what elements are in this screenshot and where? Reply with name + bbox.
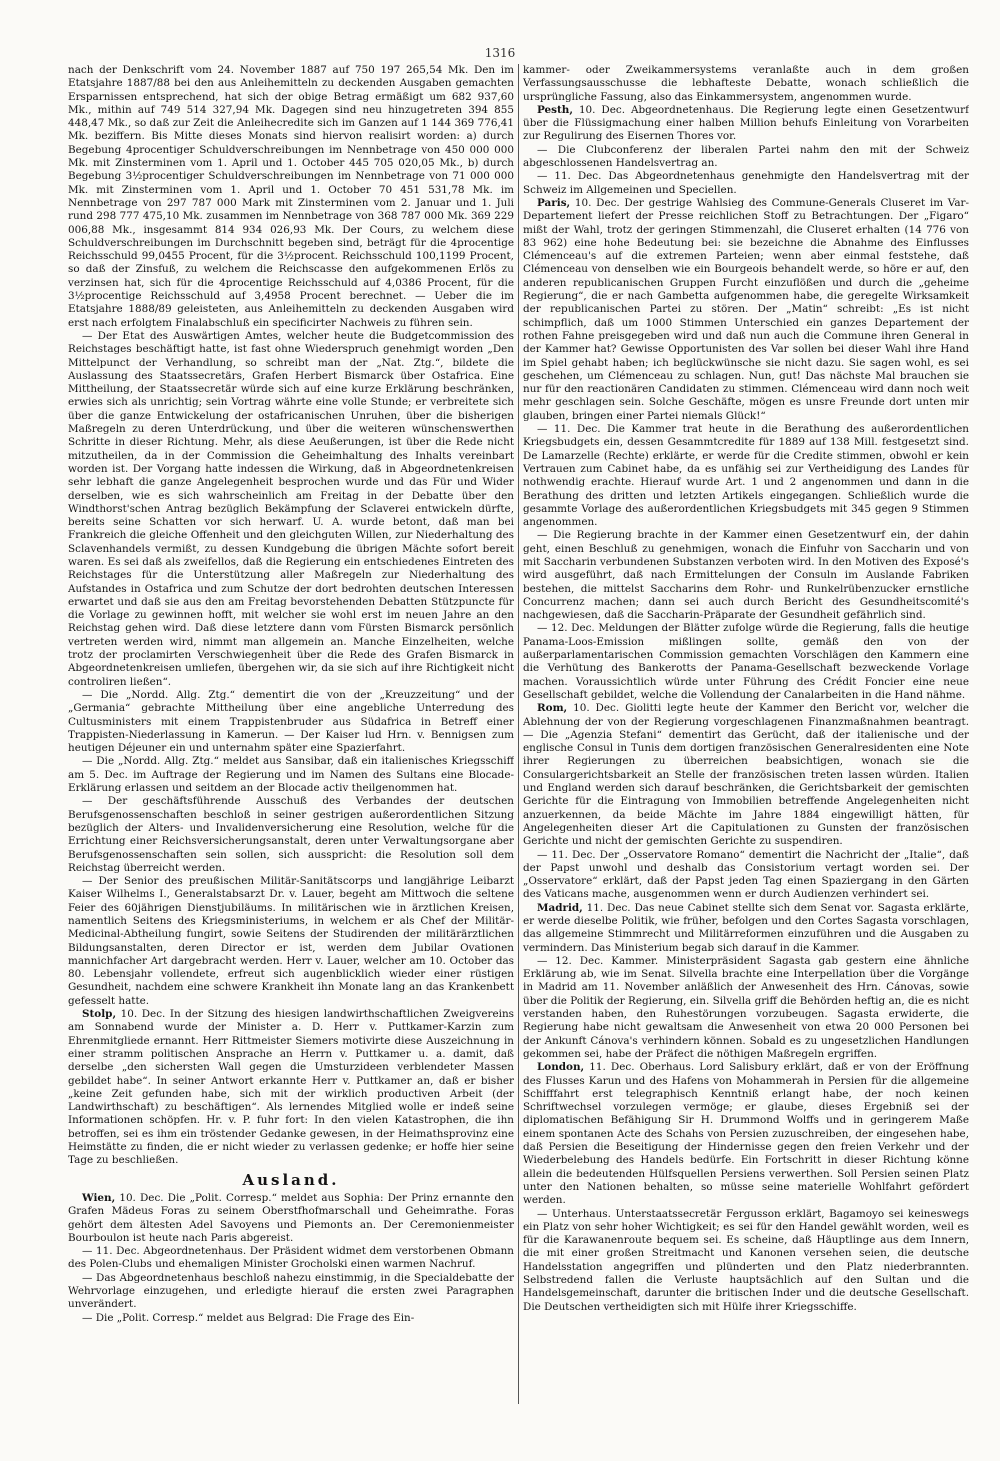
article-paragraph: — Die „Polit. Corresp.“ meldet aus Belgrad: Die Frage des Ein- [82,1311,415,1324]
article-text: 11. Dec. Oberhaus. Lord Salisbury erklärt, daß er von der Eröffnung des Flusses Karun und des Hafens von Mohammerah in Persien für die allgemeine Schifffahrt erst telegraphisch Kenntniß erlangt habe, der noch keinen Schriftwechsel vorzulegen vermöge; er glaube, dieses Ergebniß sei der diplomatischen Befähigung Sir H. Drummond Wolffs und in geringerem Maße einem spontanen Acte des Schahs von Persien zuzuschreiben, der eingesehen habe, daß Persien die Beseitigung der Hindernisse gegen den freien Verkehr und der Wiederbelebung des Handels bedürfe. Ein Fortschritt in dieser Richtung könne allein die bedeutenden Hülfsquellen Persiens verwerthen. Soll Persien seinen Platz unter den Nationen behalten, so müsse seine materielle Wohlfahrt gefördert werden. [523,1061,969,1207]
article-paragraph [68,1192,514,1245]
section-heading: Ausland. [242,1170,340,1189]
article-text: 10. Dec. Abgeordnetenhaus. Die Regierung legte einen Gesetzentwurf über die Flüssigmachung einer halben Million behufs Einleitung von Vorarbeiten zur Regulirung des Eisernen Thores vor. [523,103,969,143]
article-paragraph: — Unterhaus. Unterstaatssecretär Fergusson erklärt, Bagamoyo sei keineswegs ein Platz von sehr hoher Wichtigkeit; es sei für den Handel gewählt worden, weil es für die Karawanenroute bequem sei. Es scheine, daß Häuptlinge aus dem Innern, die mit einer großen Streitmacht und Kanonen versehen seien, die deutsche Handelsstation angegriffen und plünderten und den Platz niederbrannten. Selbstredend fallen die Verluste hauptsächlich auf den Sultan und die Handelsgemeinschaft, darunter die britischen Inder und die deutsche Gesellschaft. Die Deutschen vertheidigten sich mit Hülfe ihrer Kriegsschiffe. [523,1207,969,1313]
article-paragraph: nach der Denkschrift vom 24. November 1887 auf 750 197 265,54 Mk. Den im Etatsjahre 1887/88 bei den aus Anleihemitteln zu deckenden Ausgaben gemachten Ersparnissen entsprechend, hat sich der obige Betrag ermäßigt um 682 937,60 Mk., mithin auf 749 514 327,94 Mk. Dagegen sind neu hinzugetreten 394 855 448,47 Mk., so daß zur Zeit die Anleihecredite sich im Ganzen auf 1 144 369 776,41 Mk. beziffern. Bis Mitte dieses Monats sind hiervon realisirt worden: a) durch Begebung 4procentiger Schuldverschreibungen im Nennbetrage von 450 000 000 Mk. mit Zinsterminen vom 1. April und 1. October 445 705 020,05 Mk., b) durch Begebung 3½procentiger Schuldverschreibungen im Nennbetrage von 71 000 000 Mk. mit Zinsterminen vom 1. April und 1. October 70 451 531,78 Mk. im Nennbetrage von 297 787 000 Mark mit Zinsterminen vom 2. Januar und 1. Juli rund 298 777 475,10 Mk. zusammen im Nennbetrage von 368 787 000 Mk. 369 229 006,88 Mk., insgesammt 814 934 026,93 Mk. Der Cours, zu welchem diese Schuldverschreibungen im Durchschnitt begeben sind, beträgt für die 4procentige Reichsschuld 99,0455 Procent, für die 3½procent. Reichsschuld 100,1199 Procent, so daß der Zinsfuß, zu welchem die Reichscasse den aufgekommenen Erlös zu verzinsen hat, sich für die 4procentige Reichsschuld auf 4,0386 Procent, für die 3½procentige Reichsschuld auf 3,4958 Procent berechnet. — Ueber die im Etatsjahre 1888/89 geleisteten, aus Anleihemitteln zu deckenden Ausgaben wird erst nach erfolgtem Finalabschluß ein specificirter Nachweis zu führen sein. [68,64,514,329]
dateline: Paris, [537,196,571,209]
dateline: Wien, [82,1191,116,1204]
article-paragraph: — Die „Nordd. Allg. Ztg.“ dementirt die von der „Kreuzzeitung“ und der „Germania“ gebrachte Mittheilung über eine angebliche Unterredung des Cultusministers mit einem Trappistenbruder aus Südafrica in Betreff einer Trappisten-Niederlassung in Kamerun. — Der Kaiser lud Hrn. v. Bennigsen zum heutigen Déjeuner ein und unternahm später eine Spazierfahrt. [68,688,514,755]
right-column [523,64,969,1404]
article-paragraph [523,1061,969,1207]
article-paragraph [68,1008,514,1168]
article-paragraph: — Die Regierung brachte in der Kammer einen Gesetzentwurf ein, der dahin geht, einen Beschluß zu genehmigen, wonach die Einfuhr von Saccharin und von mit Saccharin verbundenen Substanzen verboten wird. In den Motiven des Exposé's wird ausgeführt, daß nach Ermittelungen der Consuln im Auslande Fabriken bestehen, die mittelst Saccharins dem Rohr- und Runkelrübenzucker ernstliche Concurrenz machen; dann sei auch durch Bericht des Gesundheitscomité's nachgewiesen, daß die Saccharin-Präparate der Gesundheit gefährlich sind. [523,529,969,622]
article-paragraph [523,104,969,144]
article-paragraph: — 12. Dec. Kammer. Ministerpräsident Sagasta gab gestern eine ähnliche Erklärung ab, wie im Senat. Silvella brachte eine Interpellation über die Vorgänge in Madrid am 11. November anläßlich der Anwesenheit des Hrn. Cánovas, sowie über die Politik der Regierung, ein. Silvella griff die Behörden heftig an, die es nicht verstanden haben, den Ruhestörungen vorzubeugen. Sagasta erwiderte, die Regierung habe nicht gewaltsam die Anwesenheit von etwa 20 000 Personen bei der Ankunft Cánova's verhindern können. Sobald es zu ungesetzlichen Handlungen gekommen sei, habe der Präfect die nöthigen Maßregeln ergriffen. [523,954,969,1060]
left-column [68,64,514,1404]
dateline: London, [537,1061,585,1074]
article-paragraph: — 11. Dec. Das Abgeordnetenhaus genehmigte den Handelsvertrag mit der Schweiz im Allgemeinen und Speciellen. [523,170,969,196]
article-paragraph: — 11. Dec. Der „Osservatore Romano“ dementirt die Nachricht der „Italie“, daß der Papst unwohl und deshalb das Consistorium vertagt worden sei. Der „Osservatore“ erklärt, daß der Papst jeden Tag einen Spaziergang in den Gärten des Vaticans mache, ausgenommen wenn er durch Audienzen verhindert sei. [523,848,969,901]
article-paragraph: — 12. Dec. Meldungen der Blätter zufolge würde die Regierung, falls die heutige Panama-Loos-Emission mißlingen sollte, gemäß den von der außerparlamentarischen Commission gemachten Vorschlägen den Kammern eine die Verhütung des Bankerotts der Panama-Gesellschaft bezweckende Vorlage machen. Voraussichtlich würde unter Führung des Crédit Foncier eine neue Gesellschaft gebildet, welche die Vollendung der Canalarbeiten in die Hand nähme. [523,622,969,701]
article-paragraph: — 11. Dec. Die Kammer trat heute in die Berathung des außerordentlichen Kriegsbudgets ein, dessen Gesammtcredite für 1889 auf 138 Mill. festgesetzt sind. De Lamarzelle (Rechte) erklärte, er werde für die Credite stimmen, obwohl er kein Vertrauen zum Cabinet habe, da es unfähig sei zur Vertheidigung des Landes für nothwendig erachte. Hierauf wurde Art. 1 und 2 angenommen und dann in die Berathung des dritten und letzten Artikels eingegangen. Schließlich wurde die gesammte Vorlage des außerordentlichen Kriegsbudgets mit 345 gegen 9 Stimmen angenommen. [523,423,969,529]
column-divider [518,64,519,1404]
page-number: 1316 [484,46,516,60]
dateline: Pesth, [537,103,573,116]
article-paragraph: — Der geschäftsführende Ausschuß des Verbandes der deutschen Berufsgenossenschaften beschloß in seiner gestrigen außerordentlichen Sitzung bezüglich der Alters- und Invalidenversicherung eine Resolution, welche für die Errichtung einer Reichsversicherungsanstalt, deren unter Verwaltungsorgane aber Berufsgenossenschaften sein sollen, sich ausspricht: die Resolution soll dem Reichstag überreicht werden. [68,795,514,874]
article-text: 10. Dec. Der gestrige Wahlsieg des Commune-Generals Cluseret im Var-Departement liefert der Presse reichlichen Stoff zu Betrachtungen. Der „Figaro“ mißt der Wahl, trotz der geringen Stimmenzahl, die Cluseret erhalten (14 776 von 83 962) eine hohe Bedeutung bei: sie bezeichne die Abnahme des Einflusses Clémenceau's auf die extremen Parteien; wenn aber einmal feststehe, daß Clémenceau von denselben wie ein Bourgeois behandelt werde, so höre er auf, den anderen republicanischen Gruppen Furcht einzuflößen und durch die „geheime Regierung“, die er nach Gambetta aufgenommen habe, die geregelte Wirksamkeit der republicanischen Partei zu stören. Der „Matin“ schreibt: „Es ist nicht schimpflich, daß um 1000 Stimmen Unterschied ein ganzes Departement der rothen Fahne preisgegeben wird und daß nun auch die Commune ihren General in der Kammer hat? Gewisse Opportunisten des Var sollen bei dieser Wahl ihre Hand im Spiel gehabt haben; ich beglückwünsche sie nicht dazu. Sie sagen wohl, es sei geschehen, um Clémenceau zu schlagen. Nun, gut! Das nächste Mal brauchen sie nur für den reactionären Candidaten zu stimmen. Clémenceau wird dann noch weit mehr geschlagen sein. Solche Geschäfte, mögen es unsre Freunde dort unten mir glauben, bringen einer Partei niemals Glück!“ [523,196,969,422]
article-paragraph [523,197,969,423]
article-text: 10. Dec. In der Sitzung des hiesigen landwirthschaftlichen Zweigvereins am Sonnabend wurde der Minister a. D. Herr v. Puttkamer-Karzin zum Ehrenmitgliede ernannt. Herr Rittmeister Siemers motivirte diese Auszeichnung in einer stramm politischen Ansprache an Herrn v. Puttkamer u. a. damit, daß derselbe „den sichersten Wall gegen die Umsturzideen verblendeter Massen gebildet habe“. In seiner Antwort erkannte Herr v. Puttkamer an, daß er bisher „keine Zeit gefunden habe, sich mit der wirklich productiven Arbeit (der Landwirthschaft) zu beschäftigen“. Als lernendes Mitglied wolle er indeß seine Informationen schöpfen. Hr. v. P. fuhr fort: In den vielen Katastrophen, die ihn betroffen, sei es ihm ein tröstender Gedanke gewesen, in der Heimathsprovinz eine Heimstätte zu finden, die er nicht wieder zu verlassen gedenke; er hoffe hier seine Tage zu beschließen. [68,1008,514,1167]
article-paragraph [523,902,969,955]
dateline: Stolp, [82,1008,117,1021]
dateline: Rom, [537,702,568,715]
dateline: Madrid, [537,901,583,914]
article-paragraph [523,702,969,848]
article-paragraph: kammer- oder Zweikammersystems veranlaßte auch in dem großen Verfassungsausschusse die lebhafteste Debatte, wonach schließlich die ursprüngliche Fassung, also das Einkammersystem, angenommen wurde. [523,64,969,103]
article-text: 10. Dec. Giolitti legte heute der Kammer den Bericht vor, welcher die Ablehnung der von der Regierung vorgeschlagenen Finanzmaßnahmen beantragt. — Die „Agenzia Stefani“ dementirt das Gerücht, daß der italienische und der englische Consul in Tunis dem dortigen französischen Generalresidenten eine Note ihrer Regierungen zu überreichen beabsichtigen, wonach sie die Consulargerichtsbarkeit an Stelle der französischen treten lassen würden. Italien und England werden sich darauf beschränken, die Gerichtsbarkeit der gemischten Gerichte für die Eintragung von Immobilien betreffende Angelegenheiten nicht anzuerkennen, da beide Mächte im Jahre 1884 eingewilligt hätten, für Angelegenheiten dieser Art die Capitulationen zu Gunsten der französischen Gerichte und nicht der gemischten Gerichte zu suspendiren. [523,702,969,848]
article-paragraph: — 11. Dec. Abgeordnetenhaus. Der Präsident widmet dem verstorbenen Obmann des Polen-Clubs und ehemaligen Minister Grocholski einen warmen Nachruf. [68,1245,514,1271]
article-paragraph: — Das Abgeordnetenhaus beschloß nahezu einstimmig, in die Specialdebatte der Wehrvorlage einzugehen, und erledigte hierauf die ersten zwei Paragraphen unverändert. [68,1271,514,1311]
article-paragraph: — Die „Nordd. Allg. Ztg.“ meldet aus Sansibar, daß ein italienisches Kriegsschiff am 5. Dec. im Auftrage der Regierung und im Namen des Sultans eine Blocade-Erklärung erlassen und seitdem an der Blocade activ theilgenommen hat. [68,755,514,795]
article-paragraph: — Die Clubconferenz der liberalen Partei nahm den mit der Schweiz abgeschlossenen Handelsvertrag an. [523,143,969,170]
article-paragraph: — Der Etat des Auswärtigen Amtes, welcher heute die Budgetcommission des Reichstages beschäftigt hatte, ist fast ohne Wiederspruch genehmigt worden „Den Mittelpunct der Verhandlung, so schreibt man der „Nat. Ztg.“, bildete die Auslassung des Staatssecretärs, Grafen Herbert Bismarck über Ostafrica. Eine Mittheilung, der Staatssecretär würde sich auf eine kurze Erklärung beschränken, erwies sich als unrichtig; sein Vortrag währte eine volle Stunde; er verbreitete sich über die ganze Entwickelung der ostafricanischen Unruhen, über die bisherigen Maßregeln zu deren Unterdrückung, und über die weiteren wünschenswerthen Schritte in dieser Richtung. Mehr, als diese Aeußerungen, ist über die Rede nicht mitzutheilen, da in der Commission die Geheimhaltung des Inhalts vereinbart worden ist. Der Vorgang hatte indessen die Wirkung, daß in Abgeordnetenkreisen sehr lebhaft die ganze Angelegenheit besprochen wurde und das Für und Wider derselben, wie es sich wahrscheinlich am Freitag in der Debatte über den Windthorst'schen Antrag bezüglich Bekämpfung der Sclaverei entwickeln dürfte, bereits seine Schatten vor sich herwarf. U. A. wurde betont, daß man bei Frankreich die gleiche Offenheit und den gleichguten Willen, zur Niederhaltung des Sclavenhandels vermißt, zu dessen Kundgebung die übrigen Mächte sofort bereit waren. Es sei daß als zweifellos, daß die Regierung ein entschiedenes Eintreten des Reichstages für die Unterstützung aller Maßregeln zur Niederhaltung des Aufstandes in Ostafrica und zum Schutze der dort bedrohten deutschen Interessen erwartet und daß sie aus den am Freitag bevorstehenden Debatten Stützpuncte für die Vorlage zu gewinnen hofft, mit welcher sie wohl erst im neuen Jahre an den Reichstag gehen wird. Daß diese letztere dann vom Fürsten Bismarck persönlich vertreten werden wird, nimmt man allgemein an. Manche Einzelheiten, welche trotz der proclamirten Verschwiegenheit über die Rede des Grafen Bismarck in Abgeordnetenkreisen umliefen, übergehen wir, da sie sich auf ihre Richtigkeit nicht controliren ließen“. [68,329,514,688]
article-paragraph: — Der Senior des preußischen Militär-Sanitätscorps und langjährige Leibarzt Kaiser Wilhelms I., Generalstabsarzt Dr. v. Lauer, begeht am Mittwoch die seltene Feier des 60jährigen Dienstjubiläums. In militärischen wie in ärztlichen Kreisen, namentlich Seitens des Kriegsministeriums, in welchem er als Chef der Militär-Medicinal-Abtheilung fungirt, sowie Seitens der Studirenden der militärärztlichen Bildungsanstalten, deren Director er ist, werden dem Jubilar Ovationen mannichfacher Art dargebracht werden. Herr v. Lauer, welcher am 10. October das 80. Lebensjahr vollendete, erfreut sich augenblicklich wieder einer rüstigen Gesundheit, nachdem eine schwere Krankheit ihn Monate lang an das Krankenbett gefesselt hatte. [68,875,514,1007]
article-text: 11. Dec. Das neue Cabinet stellte sich dem Senat vor. Sagasta erklärte, er werde dieselbe Politik, wie früher, befolgen und den Cortes Sagasta vorschlagen, das allgemeine Stimmrecht und Militärreformen einzuführen und die Ausgaben zu vermindern. Das Ministerium begab sich darauf in die Kammer. [523,901,969,954]
article-text: 10. Dec. Die „Polit. Corresp.“ meldet aus Sophia: Der Prinz ernannte den Grafen Mädeus Foras zu seinem Oberstfhofmarschall und Geheimrathe. Foras gehört dem ältesten Adel Savoyens und Piemonts an. Der Ceremonienmeister Bourboulon ist heute nach Paris abgereist. [68,1191,514,1244]
